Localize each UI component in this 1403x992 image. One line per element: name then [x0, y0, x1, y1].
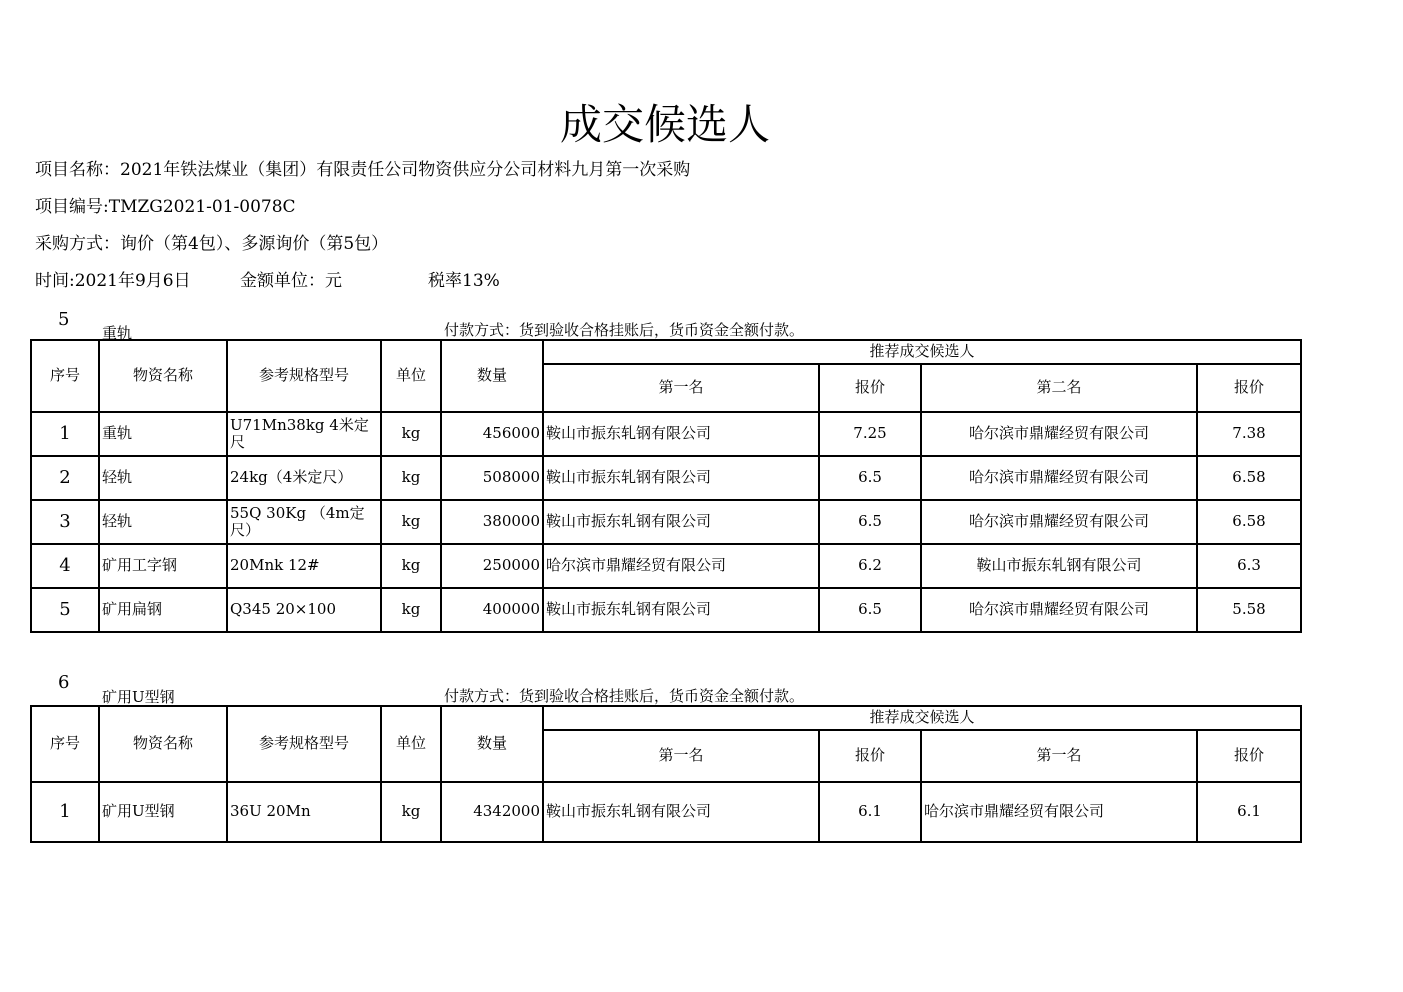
row-qty: 380000	[441, 500, 543, 544]
row-first: 鞍山市振东轧钢有限公司	[543, 782, 819, 842]
header-second: 第二名	[921, 364, 1197, 412]
row-first: 鞍山市振东轧钢有限公司	[543, 588, 819, 632]
header-price2: 报价	[1197, 730, 1301, 782]
table-row	[31, 782, 1301, 842]
header-unit: 单位	[381, 340, 441, 412]
section-name: 重轨	[102, 324, 133, 342]
row-price2: 6.3	[1197, 544, 1301, 588]
row-price2: 6.58	[1197, 500, 1301, 544]
row-spec: 20Mnk 12#	[227, 544, 381, 588]
row-name: 矿用U型钢	[99, 782, 227, 842]
header-candidates: 推荐成交候选人	[543, 706, 1301, 730]
row-unit: kg	[381, 544, 441, 588]
header-first: 第一名	[543, 730, 819, 782]
row-unit: kg	[381, 412, 441, 456]
row-spec: U71Mn38kg 4米定尺	[227, 412, 381, 456]
header-seq: 序号	[31, 340, 99, 412]
candidates-table	[30, 339, 1302, 633]
header-name: 物资名称	[99, 706, 227, 782]
row-seq: 2	[31, 456, 99, 500]
header-spec: 参考规格型号	[227, 706, 381, 782]
payment-terms: 付款方式：货到验收合格挂账后，货币资金全额付款。	[444, 321, 805, 339]
row-name: 轻轨	[99, 456, 227, 500]
row-seq: 3	[31, 500, 99, 544]
header-first: 第一名	[543, 364, 819, 412]
table-row	[31, 588, 1301, 632]
row-unit: kg	[381, 456, 441, 500]
row-price1: 7.25	[819, 412, 921, 456]
row-first: 哈尔滨市鼎耀经贸有限公司	[543, 544, 819, 588]
header-qty: 数量	[441, 706, 543, 782]
row-first: 鞍山市振东轧钢有限公司	[543, 500, 819, 544]
table-row	[31, 412, 1301, 456]
table-row	[31, 544, 1301, 588]
row-price1: 6.2	[819, 544, 921, 588]
row-qty: 4342000	[441, 782, 543, 842]
row-seq: 1	[31, 412, 99, 456]
section-name: 矿用U型钢	[102, 688, 175, 706]
table-row	[31, 456, 1301, 500]
tax-rate: 税率13%	[428, 271, 500, 291]
row-price1: 6.5	[819, 456, 921, 500]
row-name: 矿用工字钢	[99, 544, 227, 588]
page-title: 成交候选人	[559, 100, 770, 149]
row-name: 轻轨	[99, 500, 227, 544]
row-qty: 400000	[441, 588, 543, 632]
amount-unit: 金额单位：元	[240, 271, 342, 291]
row-price2: 5.58	[1197, 588, 1301, 632]
row-first: 鞍山市振东轧钢有限公司	[543, 412, 819, 456]
header-name: 物资名称	[99, 340, 227, 412]
row-qty: 250000	[441, 544, 543, 588]
row-qty: 456000	[441, 412, 543, 456]
row-second: 哈尔滨市鼎耀经贸有限公司	[921, 782, 1197, 842]
header-qty: 数量	[441, 340, 543, 412]
row-second: 鞍山市振东轧钢有限公司	[921, 544, 1197, 588]
row-seq: 1	[31, 782, 99, 842]
payment-terms: 付款方式：货到验收合格挂账后，货币资金全额付款。	[444, 687, 805, 705]
project-name: 项目名称：2021年铁法煤业（集团）有限责任公司物资供应分公司材料九月第一次采购	[35, 160, 691, 180]
row-second: 哈尔滨市鼎耀经贸有限公司	[921, 456, 1197, 500]
table-row	[31, 500, 1301, 544]
date: 时间:2021年9月6日	[35, 271, 191, 291]
row-seq: 4	[31, 544, 99, 588]
row-qty: 508000	[441, 456, 543, 500]
row-unit: kg	[381, 500, 441, 544]
row-spec: 55Q 30Kg （4m定尺）	[227, 500, 381, 544]
header-price1: 报价	[819, 730, 921, 782]
row-price1: 6.5	[819, 500, 921, 544]
row-unit: kg	[381, 588, 441, 632]
row-price1: 6.1	[819, 782, 921, 842]
section-number: 5	[58, 309, 70, 330]
header-unit: 单位	[381, 706, 441, 782]
row-price2: 6.58	[1197, 456, 1301, 500]
row-second: 哈尔滨市鼎耀经贸有限公司	[921, 412, 1197, 456]
header-price2: 报价	[1197, 364, 1301, 412]
row-price2: 6.1	[1197, 782, 1301, 842]
row-spec: 36U 20Mn	[227, 782, 381, 842]
candidates-table	[30, 705, 1302, 843]
header-candidates: 推荐成交候选人	[543, 340, 1301, 364]
row-price2: 7.38	[1197, 412, 1301, 456]
procurement-method: 采购方式：询价（第4包）、多源询价（第5包）	[35, 234, 389, 254]
row-spec: 24kg（4米定尺）	[227, 456, 381, 500]
row-name: 矿用扁钢	[99, 588, 227, 632]
row-spec: Q345 20×100	[227, 588, 381, 632]
section-number: 6	[58, 672, 70, 693]
row-second: 哈尔滨市鼎耀经贸有限公司	[921, 500, 1197, 544]
header-price1: 报价	[819, 364, 921, 412]
header-spec: 参考规格型号	[227, 340, 381, 412]
row-seq: 5	[31, 588, 99, 632]
row-unit: kg	[381, 782, 441, 842]
row-price1: 6.5	[819, 588, 921, 632]
header-seq: 序号	[31, 706, 99, 782]
row-name: 重轨	[99, 412, 227, 456]
row-second: 哈尔滨市鼎耀经贸有限公司	[921, 588, 1197, 632]
row-first: 鞍山市振东轧钢有限公司	[543, 456, 819, 500]
project-number: 项目编号:TMZG2021-01-0078C	[35, 197, 296, 217]
header-second: 第一名	[921, 730, 1197, 782]
